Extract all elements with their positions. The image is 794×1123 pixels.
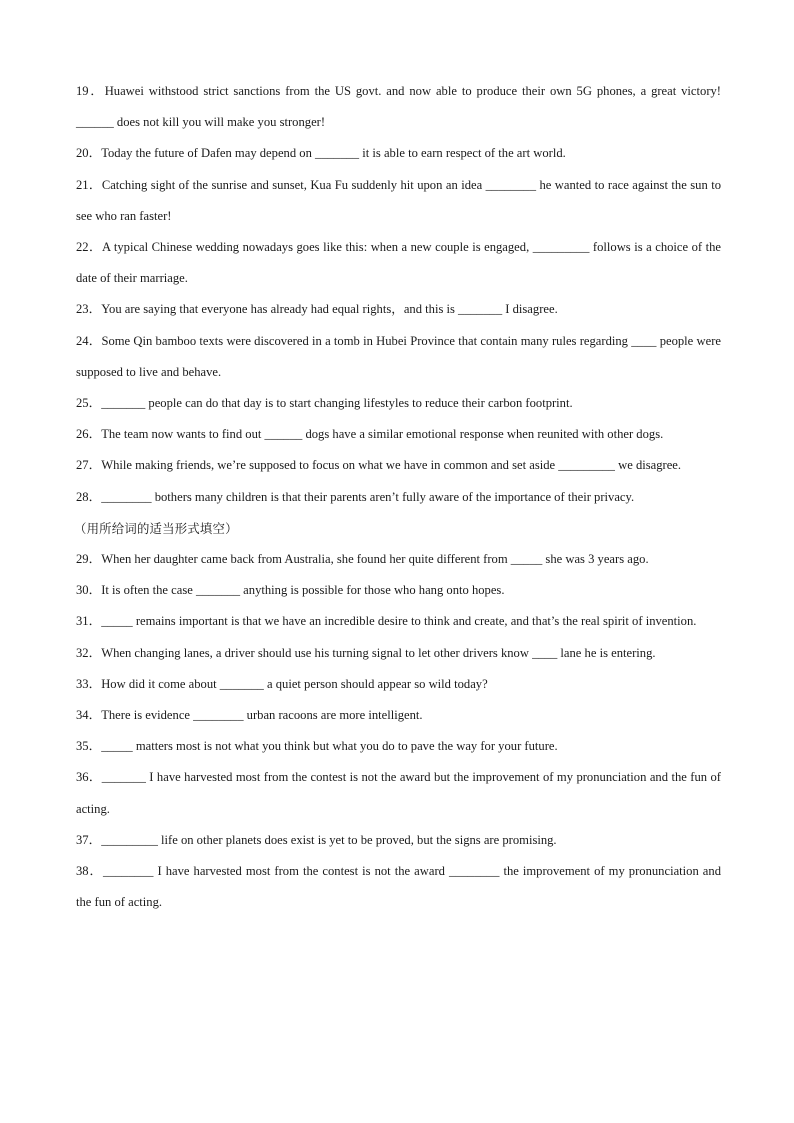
question-31 [76, 606, 721, 637]
question-32 [76, 638, 721, 669]
question-36 [76, 762, 721, 824]
question-text: There is evidence ________ urban racoons are more intelligent. [101, 708, 423, 723]
question-text: Huawei withstood strict sanctions from the US govt. and now able to produce their own 5G phones, a great victory! ______ does not kill you will make you stronger! [76, 84, 722, 130]
question-20 [76, 138, 721, 169]
question-30 [76, 575, 721, 606]
question-number: 32． [76, 645, 102, 660]
question-text: ________ bothers many children is that their parents aren’t fully aware of the importance of their privacy. [101, 489, 635, 504]
question-number: 27． [76, 458, 102, 473]
question-37 [76, 825, 721, 856]
question-number: 26． [76, 427, 102, 442]
question-text: A typical Chinese wedding nowadays goes like this: when a new couple is engaged, _________ follows is a choice of the date of their marriage. [76, 240, 722, 286]
question-number: 33． [76, 676, 102, 691]
question-33 [76, 669, 721, 700]
question-number: 38． [76, 864, 104, 879]
question-text: How did it come about _______ a quiet person should appear so wild today? [101, 676, 488, 691]
question-number: 23． [76, 302, 102, 317]
question-text: _______ people can do that day is to start changing lifestyles to reduce their carbon footprint. [101, 396, 573, 411]
question-number: 34． [76, 708, 102, 723]
question-text: _________ life on other planets does exist is yet to be proved, but the signs are promising. [101, 832, 557, 847]
question-22 [76, 232, 721, 294]
question-number: 24． [76, 333, 102, 348]
question-28 [76, 482, 721, 513]
question-21 [76, 170, 721, 232]
question-number: 31． [76, 614, 102, 629]
question-19 [76, 76, 721, 138]
question-text: Catching sight of the sunrise and sunset, Kua Fu suddenly hit upon an idea ________ he wanted to race against the sun to see who ran faster! [76, 177, 722, 223]
question-number: 29． [76, 552, 102, 567]
question-number: 37． [76, 832, 102, 847]
question-text: _____ remains important is that we have an incredible desire to think and create, and that’s the real spirit of invention. [101, 614, 697, 629]
question-text: ________ I have harvested most from the contest is not the award ________ the improvement of my pronunciation and the fun of acting. [76, 864, 721, 910]
question-text: _______ I have harvested most from the contest is not the award but the improvement of my pronunciation and the fun of acting. [76, 770, 721, 816]
question-25 [76, 388, 721, 419]
question-text: While making friends, we’re supposed to focus on what we have in common and set aside _________ we disagree. [101, 458, 682, 473]
question-26 [76, 419, 721, 450]
question-27 [76, 450, 721, 481]
question-text: You are saying that everyone has already had equal rights，and this is _______ I disagree. [101, 302, 558, 317]
question-text: Today the future of Dafen may depend on _______ it is able to earn respect of the art world. [101, 146, 566, 161]
question-35 [76, 731, 721, 762]
question-number: 28． [76, 489, 102, 504]
question-text: When changing lanes, a driver should use his turning signal to let other drivers know ____ lane he is entering. [101, 645, 656, 660]
question-29 [76, 544, 721, 575]
question-24 [76, 326, 721, 388]
question-text: Some Qin bamboo texts were discovered in a tomb in Hubei Province that contain many rules regarding ____ people were supposed to live and behave. [76, 333, 722, 379]
question-text: The team now wants to find out ______ dogs have a similar emotional response when reunited with other dogs. [101, 427, 664, 442]
question-number: 20． [76, 146, 102, 161]
question-number: 36． [76, 770, 102, 785]
question-text: It is often the case _______ anything is possible for those who hang onto hopes. [101, 583, 505, 598]
question-number: 35． [76, 739, 102, 754]
question-number: 22． [76, 240, 102, 255]
question-23 [76, 294, 721, 325]
question-number: 19． [76, 84, 105, 98]
question-number: 30． [76, 583, 102, 598]
question-number: 25． [76, 396, 102, 411]
worksheet-page [76, 76, 721, 918]
question-38 [76, 856, 721, 918]
question-text: _____ matters most is not what you think but what you do to pave the way for your future. [101, 739, 558, 754]
section-instruction: （用所给词的适当形式填空） [74, 520, 238, 536]
question-34 [76, 700, 721, 731]
question-number: 21． [76, 177, 102, 192]
question-text: When her daughter came back from Australia, she found her quite different from _____ she was 3 years ago. [101, 552, 649, 567]
